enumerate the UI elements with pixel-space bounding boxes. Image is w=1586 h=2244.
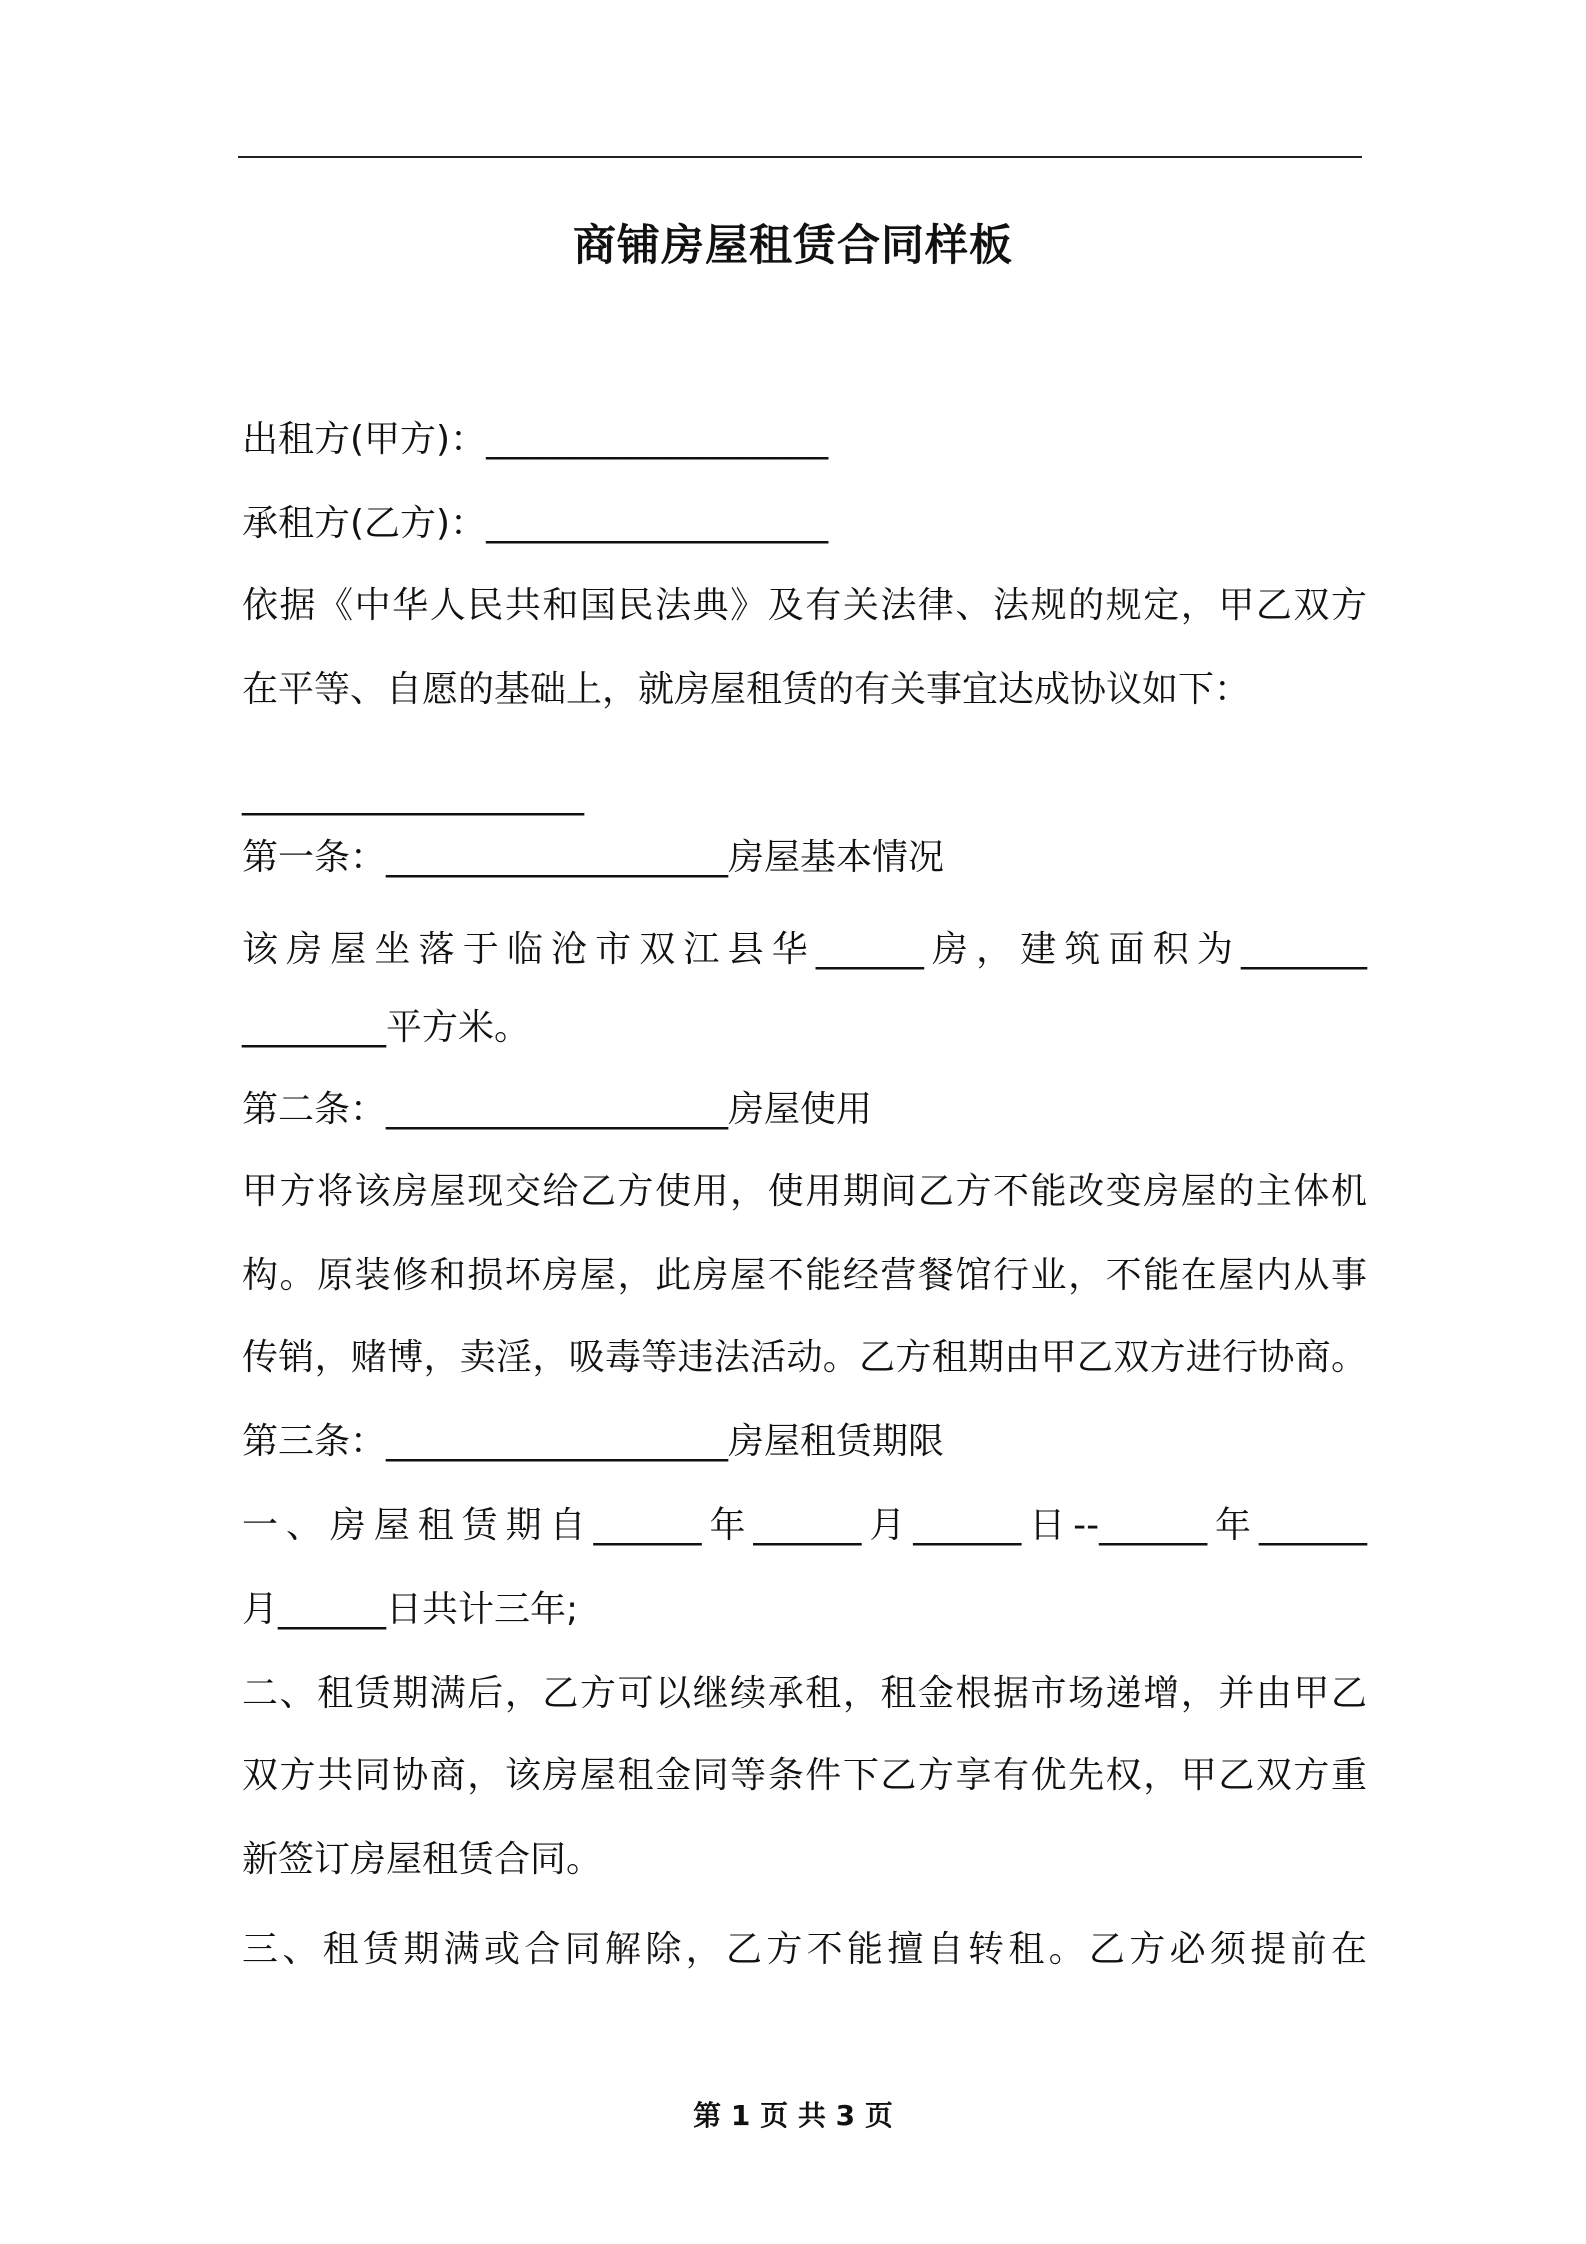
article-3-item-2-line-3: 新签订房屋租赁合同。 xyxy=(242,1839,603,1880)
article-3-item-1-line-2: 月______日共计三年; xyxy=(242,1589,579,1630)
document-title: 商铺房屋租赁合同样板 xyxy=(573,221,1013,271)
lessor-line: 出租方(甲方)：___________________ xyxy=(242,419,829,460)
article-3-item-1-line-1: 一、房屋租赁期自______年______月______日--______年______ xyxy=(242,1505,1367,1546)
article-2-heading: 第二条：___________________房屋使用 xyxy=(242,1089,873,1130)
article-2-text-line-1: 甲方将该房屋现交给乙方使用，使用期间乙方不能改变房屋的主体机 xyxy=(242,1171,1367,1212)
page-number-footer: 第 1 页 共 3 页 xyxy=(693,2099,893,2132)
article-1-heading: 第一条：___________________房屋基本情况 xyxy=(242,837,945,878)
article-3-item-2-line-1: 二、租赁期满后，乙方可以继续承租，租金根据市场递增，并由甲乙 xyxy=(242,1673,1367,1714)
intro-paragraph-line-2: 在平等、自愿的基础上，就房屋租赁的有关事宜达成协议如下： xyxy=(242,669,1251,710)
article-2-text-line-3: 传销，赌博，卖淫，吸毒等违法活动。乙方租期由甲乙双方进行协商。 xyxy=(242,1337,1367,1378)
article-1-text-line-1: 该房屋坐落于临沧市双江县华______房，建筑面积为_______ xyxy=(242,929,1367,970)
article-3-item-3-line-1: 三、租赁期满或合同解除，乙方不能擅自转租。乙方必须提前在 xyxy=(242,1929,1367,1970)
lessee-line: 承租方(乙方)：___________________ xyxy=(242,503,829,544)
article-3-heading: 第三条：___________________房屋租赁期限 xyxy=(242,1421,945,1462)
article-2-text-line-2: 构。原装修和损坏房屋，此房屋不能经营餐馆行业，不能在屋内从事 xyxy=(242,1255,1367,1296)
blank-line: ___________________ xyxy=(242,775,584,816)
intro-paragraph-line-1: 依据《中华人民共和国民法典》及有关法律、法规的规定，甲乙双方 xyxy=(242,585,1367,626)
header-rule xyxy=(238,156,1362,158)
article-1-text-line-2: ________平方米。 xyxy=(242,1007,531,1048)
article-3-item-2-line-2: 双方共同协商，该房屋租金同等条件下乙方享有优先权，甲乙双方重 xyxy=(242,1755,1367,1796)
